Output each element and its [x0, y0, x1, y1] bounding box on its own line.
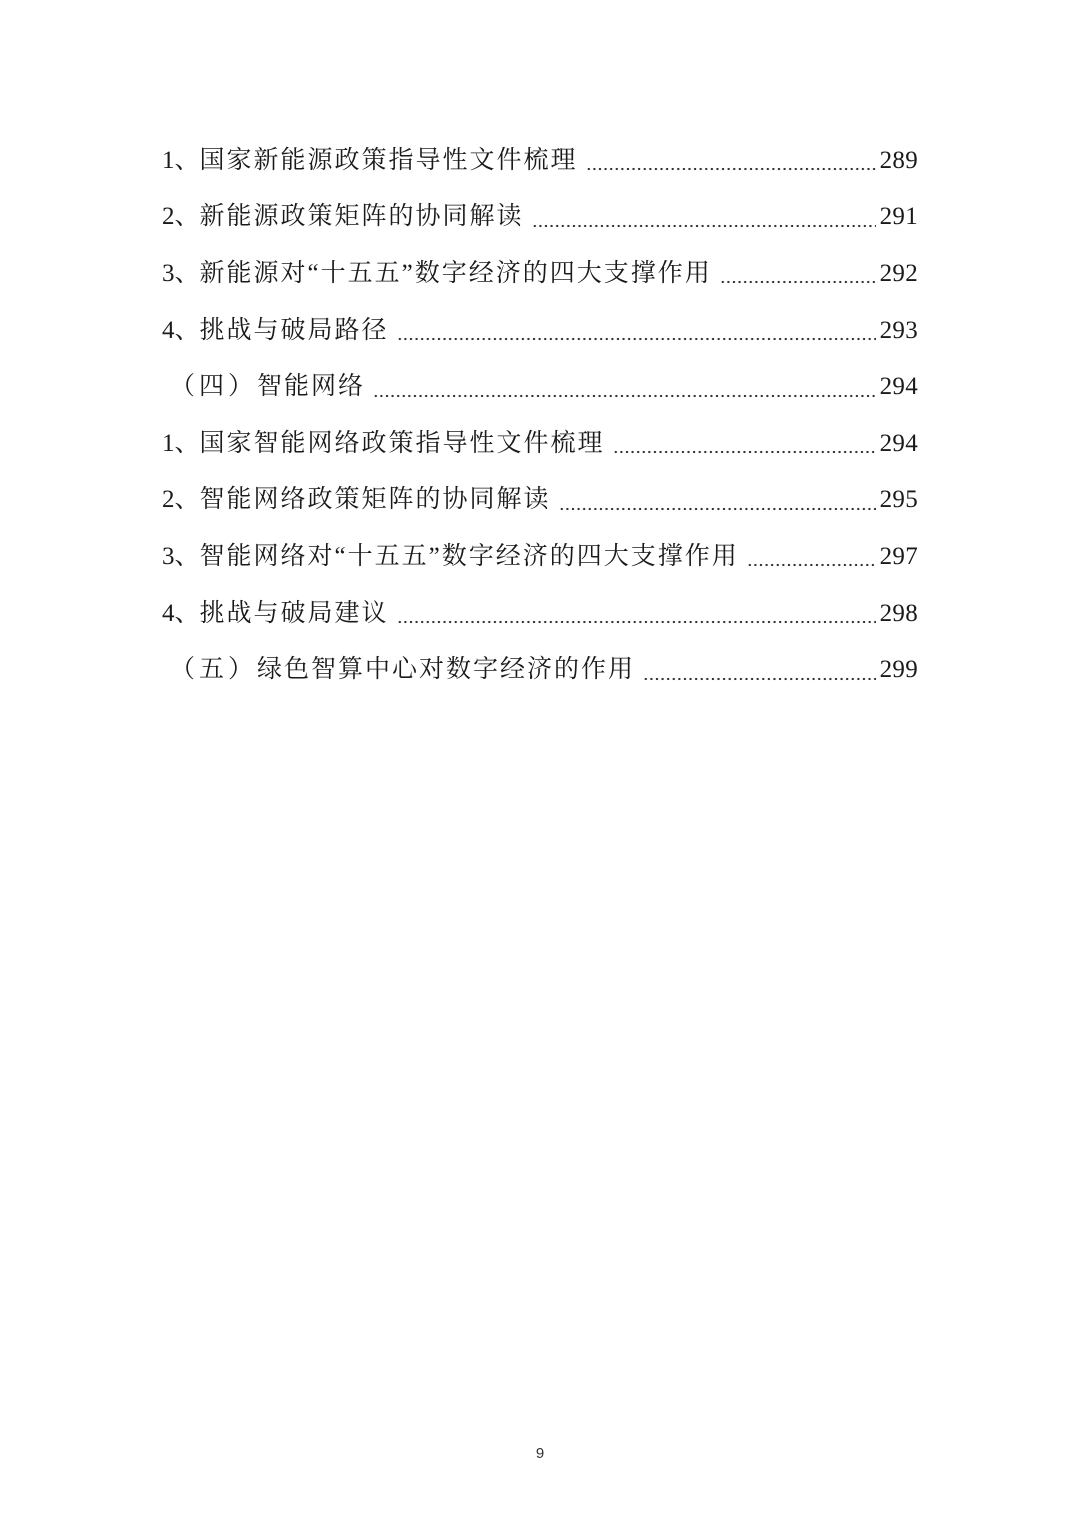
toc-entry-number: 2、 — [162, 203, 200, 231]
toc-entry-page: 298 — [879, 599, 918, 627]
toc-entry-title: 新能源政策矩阵的协同解读 — [199, 203, 524, 231]
toc-entry-page: 291 — [879, 203, 918, 231]
dot-leader — [720, 262, 876, 284]
dot-leader — [747, 545, 876, 567]
dot-leader — [532, 206, 876, 228]
toc-entry[interactable] — [162, 472, 918, 529]
toc-entry-page: 294 — [879, 429, 918, 457]
toc-entry[interactable] — [162, 302, 918, 359]
dot-leader — [613, 432, 876, 454]
toc-entry-number: （四） — [170, 373, 258, 401]
toc-entry-page: 299 — [879, 656, 918, 684]
toc-entry[interactable] — [162, 585, 918, 642]
dot-leader — [643, 659, 876, 681]
toc-entry-page: 292 — [879, 259, 918, 287]
toc-entry-title: 新能源对“十五五”数字经济的四大支撑作用 — [199, 259, 712, 287]
dot-leader — [397, 602, 876, 624]
toc-entry-title: 智能网络 — [257, 373, 366, 401]
dot-leader — [373, 376, 876, 398]
toc-entry-number: 1、 — [162, 146, 200, 174]
table-of-contents — [162, 132, 918, 698]
toc-entry[interactable] — [162, 415, 918, 472]
toc-section-entry[interactable] — [162, 641, 918, 698]
toc-entry[interactable] — [162, 245, 918, 302]
page-number: 9 — [535, 1445, 545, 1462]
toc-entry-title: 智能网络政策矩阵的协同解读 — [199, 486, 551, 514]
toc-entry-page: 295 — [879, 486, 918, 514]
toc-entry-page: 297 — [879, 542, 918, 570]
toc-entry-number: 3、 — [162, 259, 200, 287]
toc-entry-title: 挑战与破局建议 — [199, 599, 389, 627]
toc-entry-number: 3、 — [162, 542, 200, 570]
toc-entry-title: 挑战与破局路径 — [199, 316, 389, 344]
toc-entry-page: 289 — [879, 146, 918, 174]
toc-section-entry[interactable] — [162, 358, 918, 415]
dot-leader — [559, 489, 876, 511]
toc-entry-number: 1、 — [162, 429, 200, 457]
toc-entry[interactable] — [162, 132, 918, 189]
toc-entry-number: 2、 — [162, 486, 200, 514]
toc-entry-title: 国家智能网络政策指导性文件梳理 — [199, 429, 605, 457]
toc-entry[interactable] — [162, 189, 918, 246]
dot-leader — [586, 149, 876, 171]
toc-entry-title: 智能网络对“十五五”数字经济的四大支撑作用 — [199, 542, 739, 570]
toc-entry[interactable] — [162, 528, 918, 585]
toc-entry-number: 4、 — [162, 599, 200, 627]
toc-entry-number: （五） — [170, 656, 258, 684]
toc-entry-title: 绿色智算中心对数字经济的作用 — [257, 656, 636, 684]
dot-leader — [397, 319, 876, 341]
toc-entry-page: 293 — [879, 316, 918, 344]
toc-entry-page: 294 — [879, 373, 918, 401]
toc-entry-number: 4、 — [162, 316, 200, 344]
toc-entry-title: 国家新能源政策指导性文件梳理 — [199, 146, 578, 174]
